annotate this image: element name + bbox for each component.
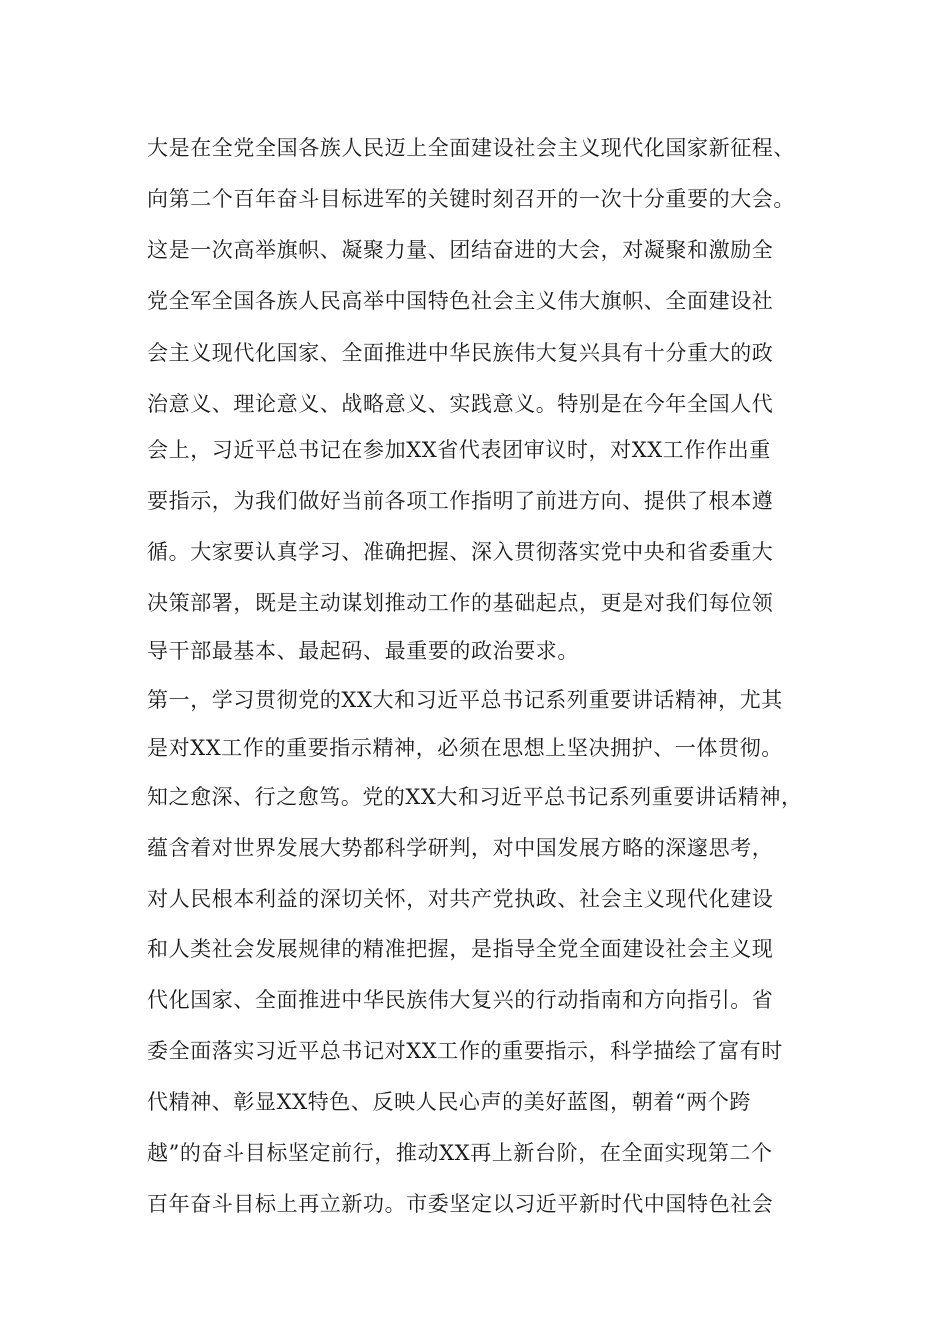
text-line: 蕴含着对世界发展大势都科学研判，对中国发展方略的深邃思考，	[147, 836, 774, 860]
text-line: 代化国家、全面推进中华民族伟大复兴的行动指南和方向指引。省	[147, 988, 774, 1012]
section-heading-line: 是对XX工作的重要指示精神，必须在思想上坚决拥护、一体贯彻。	[147, 736, 783, 760]
text-line: 治意义、理论意义、战略意义、实践意义。特别是在今年全国人代	[147, 392, 774, 416]
text-line: 和人类社会发展规律的精准把握，是指导全党全面建设社会主义现	[147, 937, 774, 961]
text-line: 对人民根本利益的深切关怀，对共产党执政、社会主义现代化建设	[147, 887, 774, 911]
text-line: 会上，习近平总书记在参加XX省代表团审议时，对XX工作作出重	[147, 438, 771, 462]
text-line: 循。大家要认真学习、准确把握、深入贯彻落实党中央和省委重大	[147, 540, 774, 564]
text-line: 这是一次高举旗帜、凝聚力量、团结奋进的大会，对凝聚和激励全	[147, 238, 774, 262]
text-line: 会主义现代化国家、全面推进中华民族伟大复兴具有十分重大的政	[147, 341, 774, 365]
text-line: 知之愈深、行之愈笃。党的XX大和习近平总书记系列重要讲话精神，	[147, 785, 803, 809]
text-line: 导干部最基本、最起码、最重要的政治要求。	[147, 639, 579, 663]
section-heading-line: 第一，学习贯彻党的XX大和习近平总书记系列重要讲话精神，尤其	[147, 688, 783, 712]
text-line: 委全面落实习近平总书记对XX工作的重要指示，科学描绘了富有时	[147, 1039, 783, 1063]
text-line: 大是在全党全国各族人民迈上全面建设社会主义现代化国家新征程、	[147, 136, 795, 160]
text-line: 越”的奋斗目标坚定前行，推动XX再上新台阶，在全面实现第二个	[147, 1141, 773, 1165]
text-line: 向第二个百年奋斗目标进军的关键时刻召开的一次十分重要的大会。	[147, 187, 795, 211]
text-line: 党全军全国各族人民高举中国特色社会主义伟大旗帜、全面建设社	[147, 289, 774, 313]
text-line: 代精神、彰显XX特色、反映人民心声的美好蓝图，朝着“两个跨	[147, 1090, 752, 1114]
text-line: 要指示，为我们做好当前各项工作指明了前进方向、提供了根本遵	[147, 489, 774, 513]
text-line: 决策部署，既是主动谋划推动工作的基础起点，更是对我们每位领	[147, 591, 774, 615]
text-line: 百年奋斗目标上再立新功。市委坚定以习近平新时代中国特色社会	[147, 1192, 774, 1216]
